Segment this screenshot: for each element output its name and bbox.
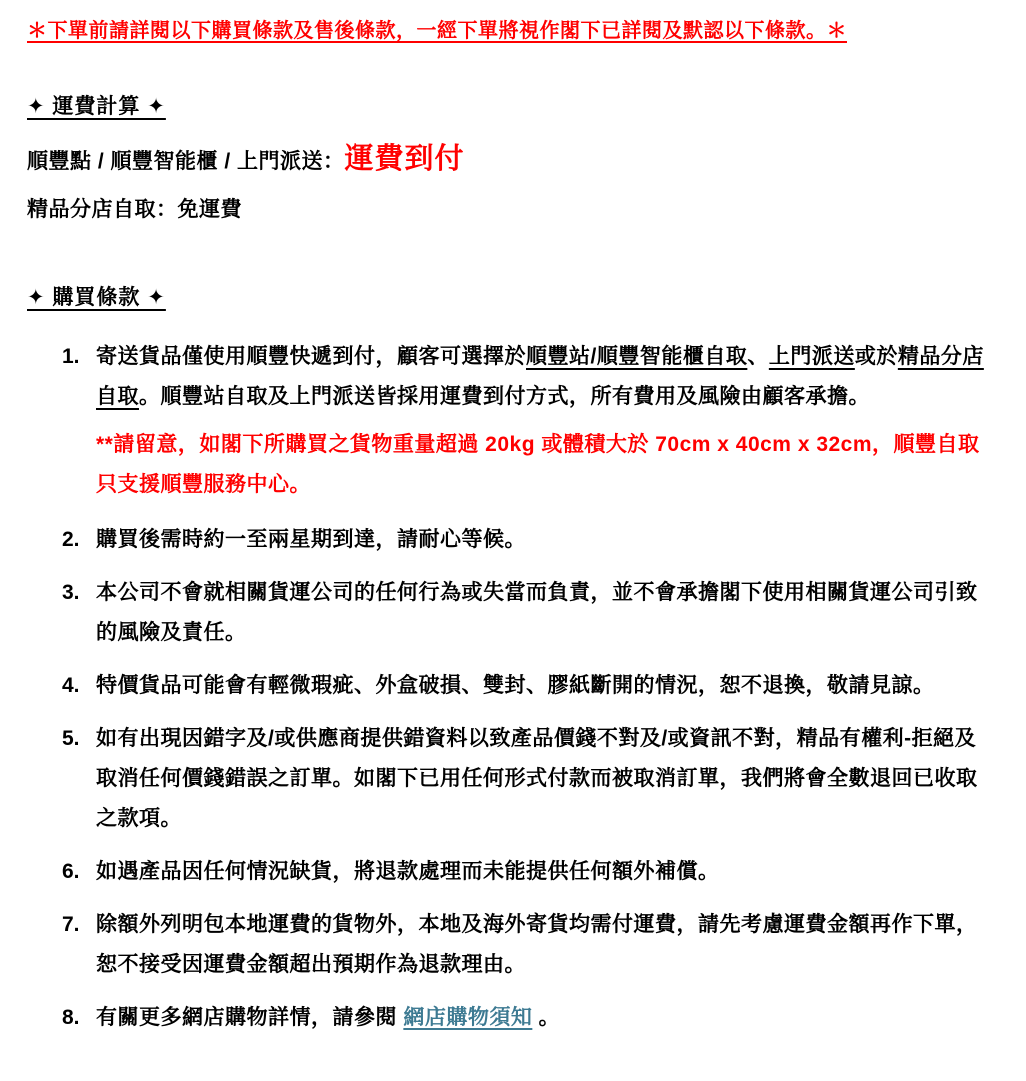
freight-collect-value: 運費到付 bbox=[344, 143, 465, 175]
term-item-7 bbox=[27, 905, 988, 985]
term-item-text: 除額外列明包本地運費的貨物外，本地及海外寄貨均需付運費，請先考慮運費金額再作下單，恕不接受因運費金額超出預期作為退款理由。 bbox=[96, 913, 978, 976]
term-item-body bbox=[96, 666, 988, 706]
term-item-text: 特價貨品可能會有輕微瑕疵、外盒破損、雙封、膠紙斷開的情況，恕不退換，敬請見諒。 bbox=[96, 674, 935, 697]
term-item-text: 本公司不會就相關貨運公司的任何行為或失當而負責，並不會承擔閣下使用相關貨運公司引致的風險及責任。 bbox=[96, 581, 978, 644]
term-text-segment: 。 bbox=[532, 1006, 561, 1029]
term-item-number: 8. bbox=[62, 1006, 80, 1029]
term-item-number: 3. bbox=[62, 581, 80, 604]
term-item-body bbox=[96, 852, 988, 892]
term-item-body bbox=[96, 520, 988, 560]
sf-shipping-line bbox=[27, 138, 988, 183]
term-item-2 bbox=[27, 520, 988, 560]
term-item-1 bbox=[27, 337, 988, 507]
online-shopping-guide-link[interactable]: 網店購物須知 bbox=[403, 1006, 533, 1029]
term-item-number: 6. bbox=[62, 860, 80, 883]
term-item-3 bbox=[27, 573, 988, 653]
term-text-segment: 寄送貨品僅使用順豐快遞到付，顧客可選擇於 bbox=[96, 345, 526, 368]
term-item-number: 7. bbox=[62, 913, 80, 936]
term-item-8 bbox=[27, 998, 988, 1038]
term-item-text bbox=[96, 998, 988, 1038]
shipping-calculation-heading: ✦ 運費計算 ✦ bbox=[27, 95, 166, 118]
terms-page bbox=[27, 16, 988, 1038]
term-item-number: 1. bbox=[62, 345, 80, 368]
term-item-text: 如有出現因錯字及/或供應商提供錯資料以致產品價錢不對及/或資訊不對，精品有權利-拒絕及取消任何價錢錯誤之訂單。如閣下已用任何形式付款而被取消訂單，我們將會全數退回已收取之款項。 bbox=[96, 727, 978, 830]
term-item-6 bbox=[27, 852, 988, 892]
term-item-number: 5. bbox=[62, 727, 80, 750]
term-item-body bbox=[96, 337, 988, 507]
term-text-segment: 。順豐站自取及上門派送皆採用運費到付方式，所有費用及風險由顧客承擔。 bbox=[139, 385, 870, 408]
pickup-option-underlined: 順豐站/順豐智能櫃自取 bbox=[526, 345, 748, 368]
term-item-text: 如遇產品因任何情況缺貨，將退款處理而未能提供任何額外補償。 bbox=[96, 860, 720, 883]
term-text-segment: 或於 bbox=[854, 345, 898, 368]
term-text-segment: 有關更多網店購物詳情，請參閱 bbox=[96, 1006, 404, 1029]
term-item-body bbox=[96, 573, 988, 653]
term-item-number: 4. bbox=[62, 674, 80, 697]
term-item-body bbox=[96, 905, 988, 985]
term-item-body bbox=[96, 998, 988, 1038]
pickup-option-underlined: 上門派送 bbox=[768, 345, 855, 368]
term-text-segment: 、 bbox=[747, 345, 769, 368]
term-item-5 bbox=[27, 719, 988, 839]
term-item-body bbox=[96, 719, 988, 839]
term-item-number: 2. bbox=[62, 528, 80, 551]
sf-shipping-label: 順豐點 / 順豐智能櫃 / 上門派送： bbox=[27, 150, 345, 173]
sf-weight-size-warning: **請留意，如閣下所購買之貨物重量超過 20kg 或體積大於 70cm x 40cm x 32cm，順豐自取只支援順豐服務中心。 bbox=[96, 433, 980, 496]
store-pickup-line: 精品分店自取：免運費 bbox=[27, 198, 242, 221]
purchase-terms-heading: ✦ 購買條款 ✦ bbox=[27, 286, 166, 309]
term-item-4 bbox=[27, 666, 988, 706]
term-item-text: 購買後需時約一至兩星期到達，請耐心等候。 bbox=[96, 528, 526, 551]
terms-list bbox=[27, 337, 988, 1038]
pickup-option-underlined: 精品分店自取 bbox=[96, 345, 984, 408]
term-item-text bbox=[96, 337, 988, 417]
pre-order-notice: ＊下單前請詳閱以下購買條款及售後條款，一經下單將視作閣下已詳閱及默認以下條款。＊ bbox=[27, 20, 847, 42]
